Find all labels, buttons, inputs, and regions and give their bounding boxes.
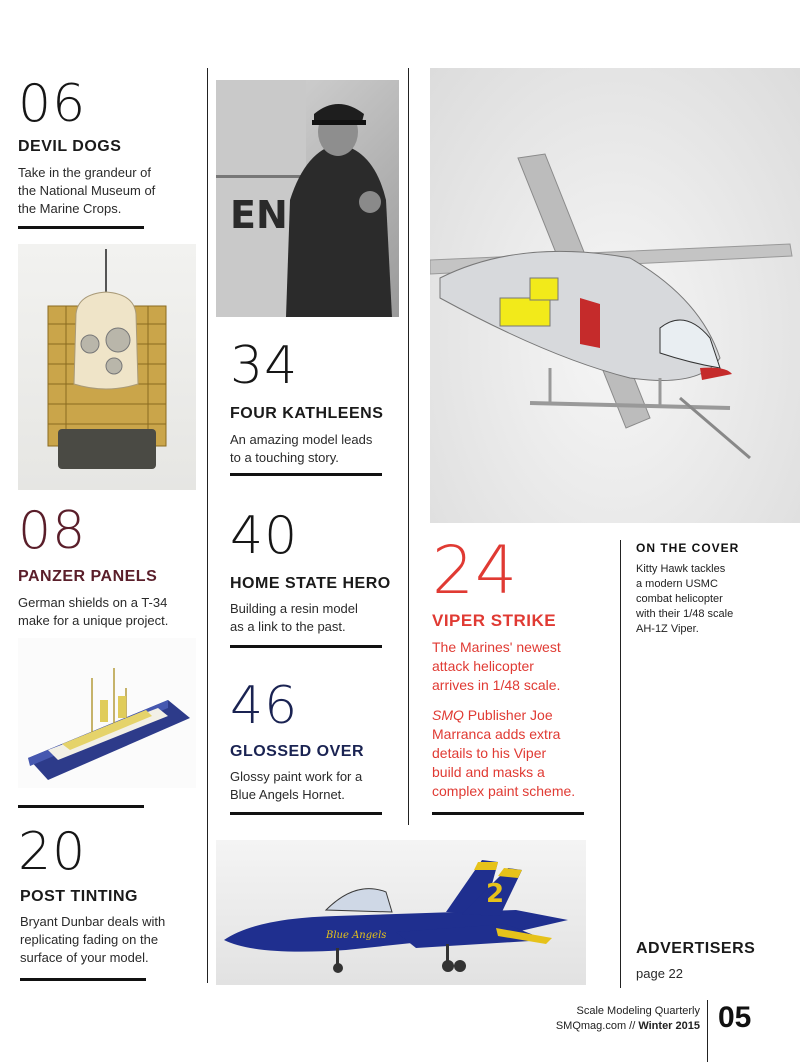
jet-script-label: Blue Angels xyxy=(326,930,387,941)
helicopter-illustration xyxy=(430,68,800,523)
advertisers-heading[interactable]: ADVERTISERS xyxy=(636,940,756,957)
article-number: 08 xyxy=(18,501,87,561)
page-number: 05 xyxy=(718,1001,752,1034)
section-rule xyxy=(230,473,382,476)
publication-abbrev: SMQ xyxy=(432,707,464,723)
article-title[interactable]: DEVIL DOGS xyxy=(18,138,122,155)
footer-issue: SMQmag.com // Winter 2015 xyxy=(555,1020,700,1032)
section-rule xyxy=(18,805,144,808)
section-rule xyxy=(18,226,144,229)
article-title[interactable]: POST TINTING xyxy=(20,888,138,905)
article-description: Building a resin model as a link to the past. xyxy=(230,601,358,634)
article-title[interactable]: GLOSSED OVER xyxy=(230,743,365,760)
article-number: 06 xyxy=(18,74,87,134)
ship-diorama-illustration xyxy=(18,638,196,788)
cover-description: Kitty Hawk tackles a modern USMC combat helicopter with their 1/48 scale AH-1Z Viper. xyxy=(636,563,734,635)
article-title[interactable]: FOUR KATHLEENS xyxy=(230,405,384,422)
advertisers-page[interactable]: page 22 xyxy=(636,966,683,981)
jet-illustration xyxy=(216,840,586,985)
article-number: 46 xyxy=(230,676,299,736)
article-description-secondary: SMQ Publisher Joe Marranca adds extra details to his Viper build and masks a complex paint scheme. xyxy=(432,707,576,799)
tank-model-photo xyxy=(18,244,196,490)
article-description: Take in the grandeur of the National Museum of the Marine Crops. xyxy=(18,165,156,216)
blue-angels-jet-photo xyxy=(216,840,586,985)
fuselage-letters: EN xyxy=(230,193,288,237)
article-description: German shields on a T-34 make for a unique project. xyxy=(18,595,169,628)
pilot-photo xyxy=(216,80,399,317)
article-title[interactable]: HOME STATE HERO xyxy=(230,575,391,592)
column-divider-3 xyxy=(620,540,621,988)
article-number: 34 xyxy=(230,336,299,396)
article-description: Glossy paint work for a Blue Angels Hornet. xyxy=(230,769,363,802)
article-number: 20 xyxy=(18,822,87,882)
section-rule xyxy=(432,812,584,815)
article-description: The Marines' newest attack helicopter arrives in 1/48 scale. xyxy=(432,639,561,693)
pilot-illustration xyxy=(216,80,399,317)
column-divider-1 xyxy=(207,68,208,983)
article-description: An amazing model leads to a touching story. xyxy=(230,432,373,465)
jet-tail-number: 2 xyxy=(486,879,505,909)
column-divider-2 xyxy=(408,68,409,825)
article-title[interactable]: VIPER STRIKE xyxy=(432,611,557,630)
tank-model-illustration xyxy=(18,244,196,490)
article-number: 40 xyxy=(230,506,299,566)
ship-diorama-photo xyxy=(18,638,196,788)
footer-publication: Scale Modeling Quarterly xyxy=(576,1005,700,1017)
article-number: 24 xyxy=(432,532,518,609)
article-title[interactable]: PANZER PANELS xyxy=(18,568,158,585)
section-rule xyxy=(230,812,382,815)
section-rule xyxy=(230,645,382,648)
cover-heading: ON THE COVER xyxy=(636,541,740,555)
viper-helicopter-photo xyxy=(430,68,800,523)
footer-divider xyxy=(707,1000,708,1062)
article-description: Bryant Dunbar deals with replicating fading on the surface of your model. xyxy=(20,914,166,965)
section-rule xyxy=(20,978,146,981)
